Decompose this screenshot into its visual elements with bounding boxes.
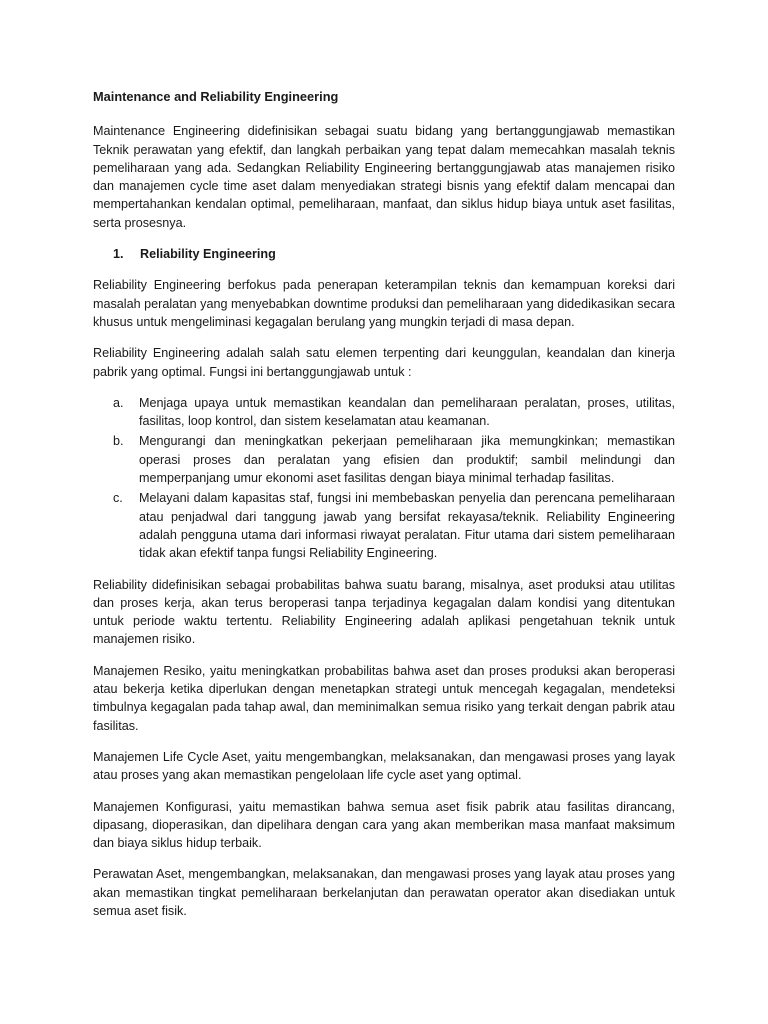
intro-paragraph: Maintenance Engineering didefinisikan sebagai suatu bidang yang bertanggungjawab memastikan Teknik perawatan yang efektif, dan langkah perbaikan yang tepat dalam memecahkan masalah teknis pemeliharaan yang ada. Sedangkan Reliability Engineering bertanggungjawab atas manajemen risiko dan manajemen cycle time aset dalam menyediakan strategi bisnis yang efektif dalam mencapai dan mempertahankan kendalan optimal, pemeliharaan, manfaat, dan siklus hidup biaya untuk aset fasilitas, serta prosesnya. bbox=[93, 124, 675, 230]
section-title: Reliability Engineering bbox=[140, 247, 276, 262]
paragraph-7: Perawatan Aset, mengembangkan, melaksanakan, dan mengawasi proses yang layak atau proses yang akan memastikan tingkat pemeliharaan berkelanjutan dan perawatan operator akan disediakan untuk semua aset fisik. bbox=[93, 867, 675, 918]
list-marker: b. bbox=[113, 434, 124, 449]
document-title: Maintenance and Reliability Engineering bbox=[93, 89, 339, 104]
paragraph-1: Reliability Engineering berfokus pada penerapan keterampilan teknis dan kemampuan koreksi dari masalah peralatan yang menyebabkan downtime produksi dan pemeliharaan yang didedikasikan secara khusus untuk mengeliminasi kegagalan berulang yang mungkin terjadi di masa depan. bbox=[93, 278, 675, 329]
list-item bbox=[113, 432, 675, 487]
list-marker: a. bbox=[113, 395, 124, 410]
function-list bbox=[93, 394, 675, 563]
list-item bbox=[113, 489, 675, 562]
paragraph-4: Manajemen Resiko, yaitu meningkatkan probabilitas bahwa aset dan proses produksi akan beroperasi atau bekerja ketika diperlukan dengan menetapkan strategi untuk mencegah kegagalan, mendeteksi timbulnya kegagalan pada tahap awal, dan meminimalkan semua risiko yang terkait dengan pabrik atau fasilitas. bbox=[93, 663, 675, 733]
section-heading-reliability bbox=[113, 245, 675, 263]
list-item-text: Menjaga upaya untuk memastikan keandalan dan pemeliharaan peralatan, proses, utilitas, fasilitas, loop kontrol, dan sistem keselamatan atau keamanan. bbox=[139, 395, 675, 429]
document-page bbox=[93, 88, 675, 933]
list-item-text: Mengurangi dan meningkatkan pekerjaan pemeliharaan jika memungkinkan; memastikan operasi proses dan peralatan yang efisien dan produktif; sambil melindungi dan memperpanjang umur ekonomi aset fasilitas dengan biaya minimal terhadap fasilitas. bbox=[139, 434, 675, 486]
paragraph-6: Manajemen Konfigurasi, yaitu memastikan bahwa semua aset fisik pabrik atau fasilitas dirancang, dipasang, dioperasikan, dan dipelihara dengan cara yang akan memberikan masa manfaat maksimum dan biaya siklus hidup terbaik. bbox=[93, 799, 675, 851]
list-item bbox=[113, 394, 675, 431]
paragraph-3: Reliability didefinisikan sebagai probabilitas bahwa suatu barang, misalnya, aset produksi atau utilitas dan proses kerja, akan terus beroperasi tanpa terjadinya kegagalan dalam kondisi yang ditentukan untuk periode waktu tertentu. Reliability Engineering adalah aplikasi pengetahuan teknik untuk manajemen risiko. bbox=[93, 577, 675, 647]
list-item-text: Melayani dalam kapasitas staf, fungsi ini membebaskan penyelia dan perencana pemeliharaan atau penjadwal dari tanggung jawab yang bersifat rekayasa/teknik. Reliability Engineering adalah pengguna utama dari informasi riwayat peralatan. Fitur utama dari sistem pemeliharaan tidak akan efektif tanpa fungsi Reliability Engineering. bbox=[139, 491, 675, 561]
paragraph-2: Reliability Engineering adalah salah satu elemen terpenting dari keunggulan, keandalan dan kinerja pabrik yang optimal. Fungsi ini bertanggungjawab untuk : bbox=[93, 346, 675, 379]
paragraph-5: Manajemen Life Cycle Aset, yaitu mengembangkan, melaksanakan, dan mengawasi proses yang layak atau proses yang akan memastikan pengelolaan life cycle aset yang optimal. bbox=[93, 749, 675, 783]
section-number: 1. bbox=[113, 247, 124, 262]
list-marker: c. bbox=[113, 491, 123, 506]
